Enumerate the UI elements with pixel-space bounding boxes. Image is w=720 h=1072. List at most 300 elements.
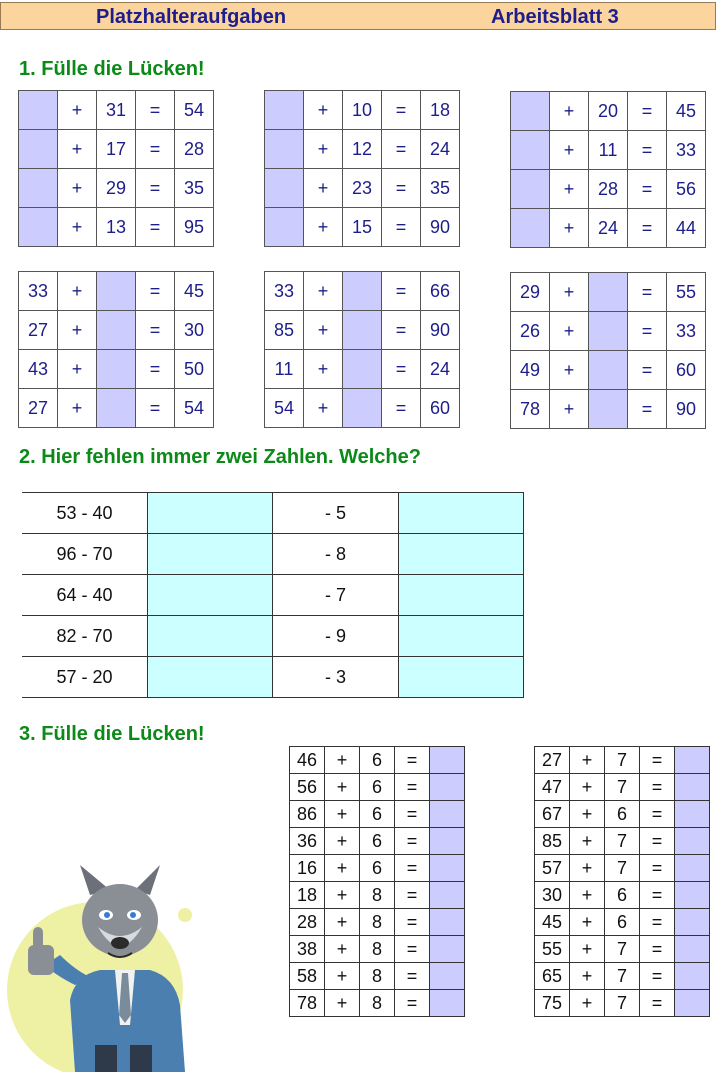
answer-box[interactable]	[430, 828, 465, 855]
plus-sign: +	[550, 390, 589, 429]
addend: 67	[535, 801, 570, 828]
addend: 8	[360, 909, 395, 936]
equals-sign: =	[136, 272, 175, 311]
plus-sign: +	[58, 169, 97, 208]
sum: 24	[421, 350, 460, 389]
placeholder-block-first-3	[510, 91, 706, 248]
sum: 45	[175, 272, 214, 311]
sum: 30	[175, 311, 214, 350]
equals-sign: =	[395, 801, 430, 828]
equals-sign: =	[382, 311, 421, 350]
addition-row	[535, 909, 710, 936]
answer-box[interactable]	[589, 273, 628, 312]
equation-row	[265, 208, 460, 247]
equation-row	[511, 92, 706, 131]
sum: 50	[175, 350, 214, 389]
equals-sign: =	[382, 272, 421, 311]
chain-row	[22, 616, 524, 657]
answer-box[interactable]	[589, 351, 628, 390]
equals-sign: =	[382, 91, 421, 130]
equation-row	[511, 312, 706, 351]
sum: 66	[421, 272, 460, 311]
answer-box[interactable]	[589, 390, 628, 429]
addend: 6	[605, 909, 640, 936]
plus-sign: +	[325, 990, 360, 1017]
addition-row	[535, 936, 710, 963]
answer-box[interactable]	[675, 990, 710, 1017]
equals-sign: =	[136, 389, 175, 428]
worksheet-header	[0, 2, 716, 30]
addend: 75	[535, 990, 570, 1017]
equation-row	[19, 208, 214, 247]
plus-sign: +	[58, 91, 97, 130]
placeholder-block-first-1	[18, 90, 214, 247]
answer-box[interactable]	[19, 91, 58, 130]
sum: 54	[175, 389, 214, 428]
equation-row	[511, 390, 706, 429]
answer-box[interactable]	[265, 91, 304, 130]
plus-sign: +	[570, 990, 605, 1017]
equation-row	[511, 209, 706, 248]
section2-title: 2. Hier fehlen immer zwei Zahlen. Welche?	[19, 446, 421, 468]
equals-sign: =	[382, 169, 421, 208]
sum: 56	[667, 170, 706, 209]
addend: 43	[19, 350, 58, 389]
answer-box[interactable]	[675, 828, 710, 855]
addend: 11	[265, 350, 304, 389]
equals-sign: =	[628, 131, 667, 170]
sum: 44	[667, 209, 706, 248]
addend: 24	[589, 209, 628, 248]
answer-box[interactable]	[430, 936, 465, 963]
operation: - 3	[273, 657, 399, 698]
plus-sign: +	[304, 389, 343, 428]
answer-box[interactable]	[97, 350, 136, 389]
plus-sign: +	[570, 855, 605, 882]
equals-sign: =	[640, 909, 675, 936]
plus-sign: +	[570, 963, 605, 990]
equals-sign: =	[640, 774, 675, 801]
answer-box-first[interactable]	[148, 616, 273, 657]
operation: - 5	[273, 493, 399, 534]
plus-sign: +	[325, 747, 360, 774]
equals-sign: =	[395, 747, 430, 774]
addition-row	[535, 774, 710, 801]
addition-row	[290, 774, 465, 801]
answer-box[interactable]	[511, 131, 550, 170]
answer-box[interactable]	[589, 312, 628, 351]
plus-sign: +	[58, 208, 97, 247]
start-expression: 53 - 40	[22, 493, 148, 534]
addition-row	[290, 747, 465, 774]
addend: 17	[97, 130, 136, 169]
addend: 45	[535, 909, 570, 936]
addend: 26	[511, 312, 550, 351]
addition-row	[290, 909, 465, 936]
equation-row	[19, 389, 214, 428]
equals-sign: =	[628, 209, 667, 248]
chain-row	[22, 534, 524, 575]
equals-sign: =	[640, 990, 675, 1017]
plus-sign: +	[304, 350, 343, 389]
equals-sign: =	[382, 350, 421, 389]
sum: 54	[175, 91, 214, 130]
addition-row	[535, 855, 710, 882]
section3-table-right	[534, 746, 710, 1017]
addend: 20	[589, 92, 628, 131]
sum: 35	[421, 169, 460, 208]
plus-sign: +	[325, 909, 360, 936]
section3-title: 3. Fülle die Lücken!	[19, 723, 205, 745]
addition-row	[290, 963, 465, 990]
answer-box[interactable]	[97, 389, 136, 428]
addend: 54	[265, 389, 304, 428]
equation-row	[19, 350, 214, 389]
placeholder-block-second-3	[510, 272, 706, 429]
answer-box[interactable]	[430, 882, 465, 909]
addend: 6	[360, 855, 395, 882]
addend: 29	[97, 169, 136, 208]
equals-sign: =	[640, 747, 675, 774]
plus-sign: +	[550, 209, 589, 248]
equals-sign: =	[136, 169, 175, 208]
addend: 6	[605, 801, 640, 828]
answer-box-first[interactable]	[148, 657, 273, 698]
plus-sign: +	[550, 131, 589, 170]
equals-sign: =	[395, 774, 430, 801]
addend: 18	[290, 882, 325, 909]
answer-box[interactable]	[675, 963, 710, 990]
plus-sign: +	[304, 208, 343, 247]
start-expression: 57 - 20	[22, 657, 148, 698]
addend: 16	[290, 855, 325, 882]
addend: 27	[19, 311, 58, 350]
addend: 6	[360, 774, 395, 801]
plus-sign: +	[570, 936, 605, 963]
sum: 90	[421, 208, 460, 247]
answer-box[interactable]	[430, 909, 465, 936]
answer-box[interactable]	[343, 272, 382, 311]
addition-row	[290, 855, 465, 882]
equals-sign: =	[136, 311, 175, 350]
plus-sign: +	[325, 801, 360, 828]
equation-row	[511, 273, 706, 312]
sum: 35	[175, 169, 214, 208]
answer-box[interactable]	[675, 909, 710, 936]
addend: 86	[290, 801, 325, 828]
placeholder-block-second-2	[264, 271, 460, 428]
wolf-mascot-icon	[0, 865, 230, 1072]
answer-box[interactable]	[430, 855, 465, 882]
addend: 36	[290, 828, 325, 855]
equation-row	[19, 272, 214, 311]
plus-sign: +	[304, 91, 343, 130]
equals-sign: =	[395, 828, 430, 855]
plus-sign: +	[325, 963, 360, 990]
plus-sign: +	[570, 882, 605, 909]
equals-sign: =	[395, 990, 430, 1017]
equation-row	[511, 131, 706, 170]
equals-sign: =	[382, 130, 421, 169]
addend: 10	[343, 91, 382, 130]
equals-sign: =	[395, 909, 430, 936]
chain-row	[22, 657, 524, 698]
equals-sign: =	[628, 170, 667, 209]
chain-row	[22, 493, 524, 534]
addend: 33	[19, 272, 58, 311]
plus-sign: +	[58, 272, 97, 311]
equation-row	[265, 130, 460, 169]
addend: 8	[360, 990, 395, 1017]
addend: 47	[535, 774, 570, 801]
sum: 55	[667, 273, 706, 312]
equals-sign: =	[136, 208, 175, 247]
worksheet-number: Arbeitsblatt 3	[491, 6, 619, 28]
addend: 15	[343, 208, 382, 247]
answer-box[interactable]	[97, 272, 136, 311]
answer-box[interactable]	[675, 936, 710, 963]
equals-sign: =	[628, 351, 667, 390]
section3-table-left	[289, 746, 465, 1017]
plus-sign: +	[304, 130, 343, 169]
answer-box[interactable]	[511, 209, 550, 248]
addend: 28	[589, 170, 628, 209]
answer-box[interactable]	[265, 169, 304, 208]
answer-box[interactable]	[675, 855, 710, 882]
addend: 6	[360, 828, 395, 855]
equals-sign: =	[640, 963, 675, 990]
start-expression: 64 - 40	[22, 575, 148, 616]
addition-row	[290, 801, 465, 828]
equation-row	[511, 170, 706, 209]
addend: 65	[535, 963, 570, 990]
answer-box[interactable]	[343, 389, 382, 428]
equation-row	[19, 311, 214, 350]
addend: 7	[605, 828, 640, 855]
sum: 90	[667, 390, 706, 429]
answer-box-second[interactable]	[399, 575, 524, 616]
answer-box[interactable]	[430, 990, 465, 1017]
sum: 95	[175, 208, 214, 247]
addition-row	[290, 828, 465, 855]
answer-box[interactable]	[343, 350, 382, 389]
addition-row	[535, 828, 710, 855]
addend: 7	[605, 936, 640, 963]
equals-sign: =	[640, 936, 675, 963]
addend: 29	[511, 273, 550, 312]
plus-sign: +	[550, 92, 589, 131]
answer-box-first[interactable]	[148, 534, 273, 575]
start-expression: 96 - 70	[22, 534, 148, 575]
sum: 24	[421, 130, 460, 169]
addend: 46	[290, 747, 325, 774]
placeholder-block-first-2	[264, 90, 460, 247]
answer-box-first[interactable]	[148, 493, 273, 534]
answer-box-first[interactable]	[148, 575, 273, 616]
plus-sign: +	[570, 774, 605, 801]
answer-box[interactable]	[511, 170, 550, 209]
equation-row	[19, 169, 214, 208]
addend: 33	[265, 272, 304, 311]
plus-sign: +	[304, 311, 343, 350]
sum: 33	[667, 131, 706, 170]
addend: 31	[97, 91, 136, 130]
section2-table	[22, 492, 524, 698]
equals-sign: =	[395, 936, 430, 963]
equals-sign: =	[136, 350, 175, 389]
answer-box[interactable]	[675, 882, 710, 909]
equals-sign: =	[395, 963, 430, 990]
equals-sign: =	[628, 390, 667, 429]
plus-sign: +	[325, 828, 360, 855]
equation-row	[511, 351, 706, 390]
plus-sign: +	[58, 311, 97, 350]
sum: 60	[421, 389, 460, 428]
answer-box[interactable]	[343, 311, 382, 350]
equals-sign: =	[640, 801, 675, 828]
addition-row	[535, 801, 710, 828]
equation-row	[265, 311, 460, 350]
addend: 7	[605, 990, 640, 1017]
sum: 18	[421, 91, 460, 130]
placeholder-block-second-1	[18, 271, 214, 428]
addition-row	[290, 882, 465, 909]
start-expression: 82 - 70	[22, 616, 148, 657]
equation-row	[265, 169, 460, 208]
equation-row	[265, 272, 460, 311]
plus-sign: +	[325, 936, 360, 963]
plus-sign: +	[550, 273, 589, 312]
plus-sign: +	[304, 169, 343, 208]
equals-sign: =	[382, 389, 421, 428]
plus-sign: +	[325, 855, 360, 882]
equation-row	[265, 389, 460, 428]
answer-box[interactable]	[430, 801, 465, 828]
plus-sign: +	[58, 130, 97, 169]
plus-sign: +	[570, 828, 605, 855]
plus-sign: +	[550, 312, 589, 351]
plus-sign: +	[58, 389, 97, 428]
plus-sign: +	[325, 774, 360, 801]
answer-box-second[interactable]	[399, 616, 524, 657]
equals-sign: =	[628, 312, 667, 351]
addend: 13	[97, 208, 136, 247]
worksheet-title: Platzhalteraufgaben	[96, 6, 287, 28]
addend: 7	[605, 774, 640, 801]
sum: 28	[175, 130, 214, 169]
equals-sign: =	[640, 855, 675, 882]
addend: 8	[360, 882, 395, 909]
sum: 45	[667, 92, 706, 131]
addend: 58	[290, 963, 325, 990]
answer-box-second[interactable]	[399, 657, 524, 698]
plus-sign: +	[58, 350, 97, 389]
equals-sign: =	[640, 882, 675, 909]
answer-box[interactable]	[265, 130, 304, 169]
equals-sign: =	[382, 208, 421, 247]
answer-box[interactable]	[19, 208, 58, 247]
sum: 33	[667, 312, 706, 351]
addend: 30	[535, 882, 570, 909]
addition-row	[290, 936, 465, 963]
addend: 27	[535, 747, 570, 774]
addend: 8	[360, 936, 395, 963]
equals-sign: =	[136, 130, 175, 169]
answer-box[interactable]	[265, 208, 304, 247]
answer-box[interactable]	[430, 747, 465, 774]
answer-box[interactable]	[511, 92, 550, 131]
addend: 78	[511, 390, 550, 429]
equation-row	[265, 350, 460, 389]
addend: 28	[290, 909, 325, 936]
equals-sign: =	[628, 273, 667, 312]
operation: - 9	[273, 616, 399, 657]
equation-row	[265, 91, 460, 130]
answer-box[interactable]	[19, 130, 58, 169]
addend: 12	[343, 130, 382, 169]
addend: 8	[360, 963, 395, 990]
answer-box[interactable]	[675, 774, 710, 801]
addition-row	[535, 990, 710, 1017]
section1-title: 1. Fülle die Lücken!	[19, 58, 205, 80]
plus-sign: +	[325, 882, 360, 909]
plus-sign: +	[570, 909, 605, 936]
sum: 90	[421, 311, 460, 350]
answer-box[interactable]	[19, 169, 58, 208]
answer-box[interactable]	[675, 801, 710, 828]
equals-sign: =	[628, 92, 667, 131]
addition-row	[290, 990, 465, 1017]
plus-sign: +	[304, 272, 343, 311]
answer-box[interactable]	[430, 774, 465, 801]
addend: 57	[535, 855, 570, 882]
addend: 38	[290, 936, 325, 963]
answer-box-second[interactable]	[399, 534, 524, 575]
operation: - 7	[273, 575, 399, 616]
addend: 6	[605, 882, 640, 909]
addition-row	[535, 747, 710, 774]
sum: 60	[667, 351, 706, 390]
plus-sign: +	[570, 747, 605, 774]
operation: - 8	[273, 534, 399, 575]
addend: 6	[360, 747, 395, 774]
addend: 56	[290, 774, 325, 801]
answer-box[interactable]	[97, 311, 136, 350]
answer-box[interactable]	[675, 747, 710, 774]
addend: 7	[605, 747, 640, 774]
addend: 6	[360, 801, 395, 828]
addend: 85	[535, 828, 570, 855]
addition-row	[535, 963, 710, 990]
addend: 7	[605, 963, 640, 990]
equation-row	[19, 130, 214, 169]
addend: 23	[343, 169, 382, 208]
addend: 49	[511, 351, 550, 390]
equals-sign: =	[395, 882, 430, 909]
addend: 11	[589, 131, 628, 170]
chain-row	[22, 575, 524, 616]
equation-row	[19, 91, 214, 130]
plus-sign: +	[570, 801, 605, 828]
addend: 7	[605, 855, 640, 882]
answer-box-second[interactable]	[399, 493, 524, 534]
addend: 85	[265, 311, 304, 350]
equals-sign: =	[640, 828, 675, 855]
answer-box[interactable]	[430, 963, 465, 990]
equals-sign: =	[395, 855, 430, 882]
addend: 78	[290, 990, 325, 1017]
plus-sign: +	[550, 351, 589, 390]
